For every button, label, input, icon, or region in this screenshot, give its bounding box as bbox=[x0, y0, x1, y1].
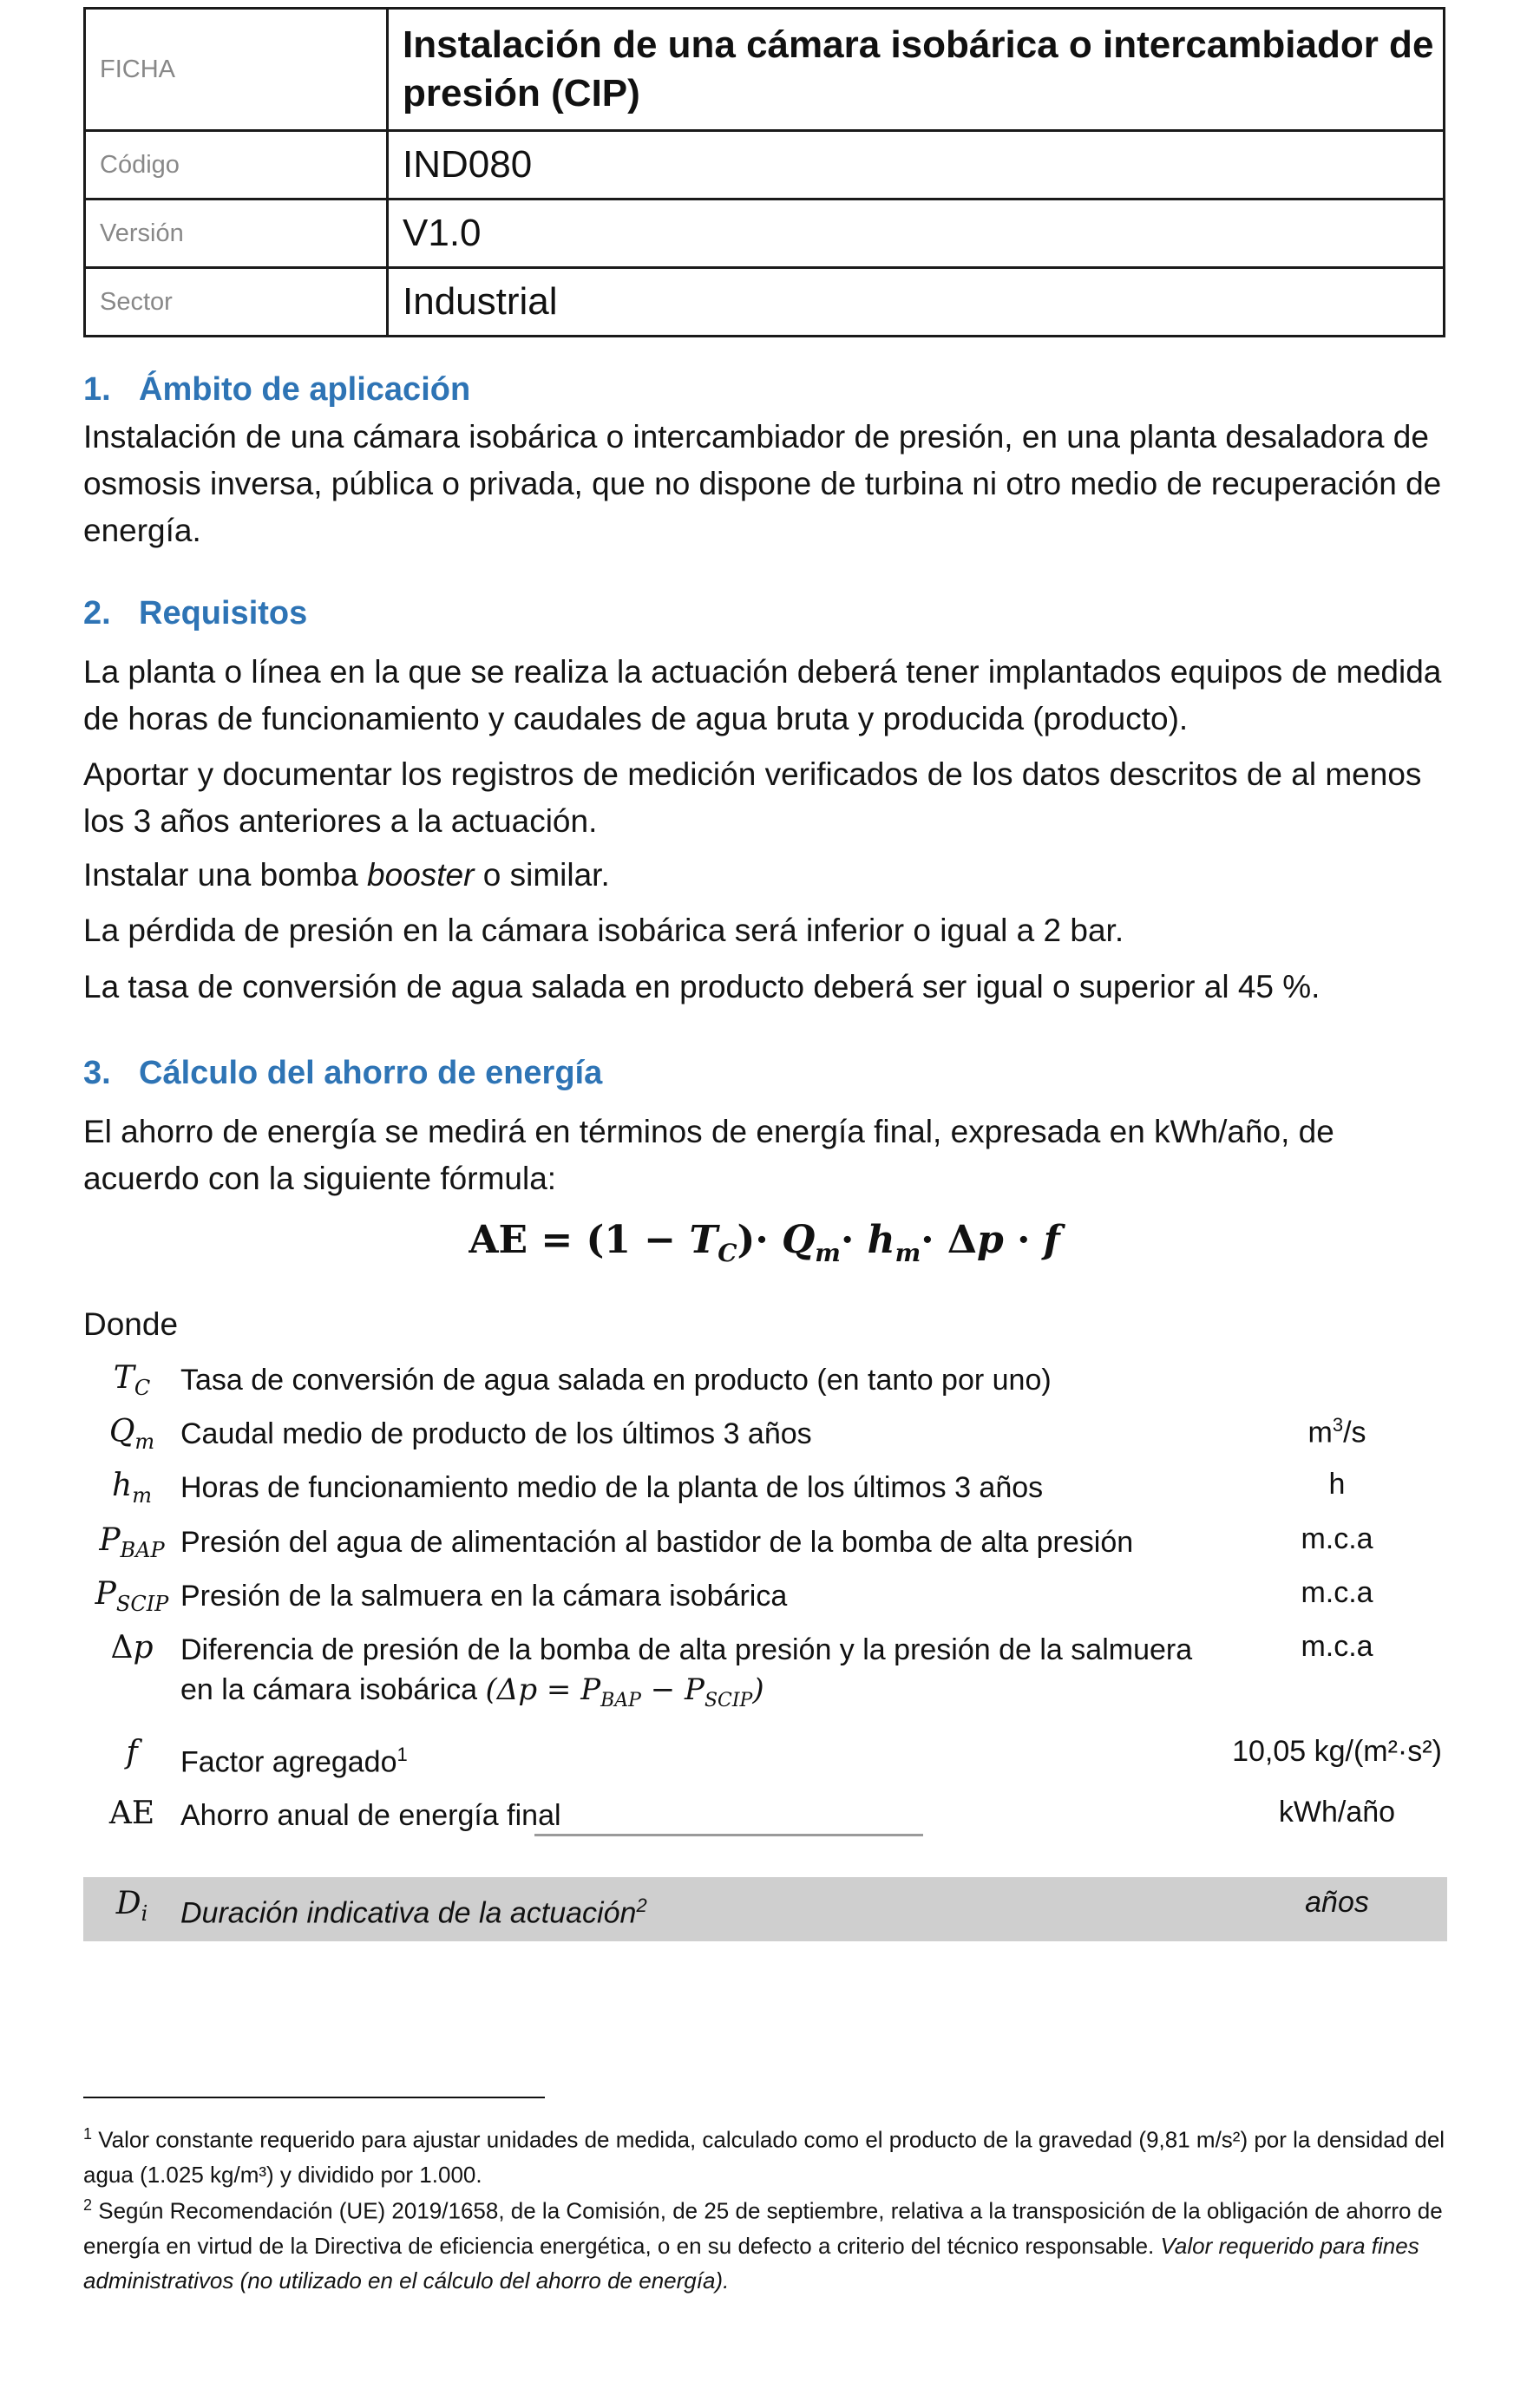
variable-description: Factor agregado$^1$ bbox=[180, 1743, 408, 1779]
variable-unit bbox=[1227, 1353, 1447, 1407]
footnote-1: $^1$ Valor constante requerido para ajustar unidades de medida, calculado como el producto de la gravedad (9,81 m/s²) por la densidad del agua (1.025 kg/m³) y dividido por 1.000. bbox=[83, 2125, 1445, 2188]
section-2-heading bbox=[83, 595, 307, 632]
variable-symbol: $P_{SCIP}$ bbox=[95, 1575, 169, 1616]
variable-description: Presión de la salmuera en la cámara isobárica bbox=[180, 1579, 788, 1613]
requirement-paragraph: Instalar una bomba booster o similar. bbox=[83, 857, 610, 893]
variable-symbol: $D_i$ bbox=[83, 1877, 180, 1941]
donde-label: Donde bbox=[83, 1306, 179, 1342]
variable-unit: años bbox=[1227, 1877, 1447, 1941]
variable-description: Horas de funcionamiento medio de la planta de los últimos 3 años bbox=[180, 1471, 1044, 1505]
ficha-title: Instalación de una cámara isobárica o intercambiador de presión (CIP) bbox=[388, 9, 1445, 131]
section-number: 2. bbox=[83, 595, 111, 631]
variable-row bbox=[83, 1569, 1447, 1623]
variable-description: Diferencia de presión de la bomba de alta presión y la presión de la salmuera en la cámara isobárica $(\Delta p = P_{BAP} - P_{SCIP})$ bbox=[180, 1633, 1193, 1711]
variable-unit: 10,05 kg/(m²·s²) bbox=[1232, 1734, 1442, 1768]
ficha-label: FICHA bbox=[85, 9, 388, 131]
footnote-divider bbox=[83, 2097, 545, 2098]
energy-formula: AE = $(1 - T_C)\cdot Q_m\cdot h_m\cdot \Delta p \cdot f$ bbox=[469, 1218, 1060, 1267]
section-title: Requisitos bbox=[139, 595, 308, 631]
variable-description: Presión del agua de alimentación al bastidor de la bomba de alta presión bbox=[180, 1525, 1134, 1559]
sector-value: Industrial bbox=[388, 268, 1445, 337]
variable-unit: m.c.a bbox=[1301, 1521, 1373, 1555]
table-separator bbox=[534, 1834, 923, 1836]
emphasis: booster bbox=[367, 857, 475, 893]
variable-row bbox=[83, 1623, 1447, 1728]
requirement-paragraph: La pérdida de presión en la cámara isobárica será inferior o igual a 2 bar. bbox=[83, 913, 1124, 948]
section-3-heading bbox=[83, 1055, 602, 1092]
variable-unit: m.c.a bbox=[1301, 1629, 1373, 1663]
requirement-paragraph: La tasa de conversión de agua salada en producto deberá ser igual o superior al 45 %. bbox=[83, 969, 1320, 1004]
codigo-label: Código bbox=[85, 131, 388, 200]
variable-symbol: $Q_m$ bbox=[108, 1414, 155, 1455]
variable-symbol: $T_C$ bbox=[113, 1360, 151, 1401]
variable-symbol: AE bbox=[108, 1796, 155, 1832]
variable-symbol: Δp bbox=[110, 1629, 154, 1665]
variable-symbol: $h_m$ bbox=[112, 1468, 152, 1508]
section-number: 3. bbox=[83, 1055, 111, 1091]
variable-description: Caudal medio de producto de los últimos 3 años bbox=[180, 1417, 812, 1451]
version-label: Versión bbox=[85, 200, 388, 268]
variable-description: Duración indicativa de la actuación$^2$ bbox=[180, 1877, 1227, 1941]
duration-row bbox=[83, 1877, 1447, 1941]
codigo-value: IND080 bbox=[388, 131, 1445, 200]
variable-symbol: $P_{BAP}$ bbox=[99, 1521, 165, 1562]
version-value: V1.0 bbox=[388, 200, 1445, 268]
requirement-paragraph: Aportar y documentar los registros de medición verificados de los datos descritos de al menos los 3 años anteriores a la actuación. bbox=[83, 756, 1422, 839]
section-3-paragraph: El ahorro de energía se medirá en términos de energía final, expresada en kWh/año, de acuerdo con la siguiente fórmula: bbox=[83, 1114, 1334, 1196]
sector-label: Sector bbox=[85, 268, 388, 337]
variable-description: Ahorro anual de energía final bbox=[180, 1799, 561, 1833]
ficha-table bbox=[83, 7, 1445, 337]
footnote-2: $^2$ Según Recomendación (UE) 2019/1658, de la Comisión, de 25 de septiembre, relativa a la transposición de la obligación de ahorro de energía en virtud de la Directiva de eficiencia energética, o en su defecto a criterio del técnico responsable. Valor requerido para fines administrativos (no utilizado en el cálculo del ahorro de energía). bbox=[83, 2196, 1443, 2293]
variable-unit: h bbox=[1328, 1468, 1346, 1502]
variable-row bbox=[83, 1353, 1447, 1407]
section-1-heading bbox=[83, 371, 470, 409]
variable-description: Tasa de conversión de agua salada en producto (en tanto por uno) bbox=[180, 1364, 1052, 1397]
variable-row bbox=[83, 1728, 1447, 1789]
section-1-paragraph: Instalación de una cámara isobárica o intercambiador de presión, en una planta desaladora de osmosis inversa, pública o privada, que no dispone de turbina ni otro medio de recuperación de energía. bbox=[83, 419, 1442, 548]
variable-unit: $m^3/s$ bbox=[1307, 1414, 1366, 1449]
section-title: Ámbito de aplicación bbox=[139, 371, 471, 408]
requirement-paragraph: La planta o línea en la que se realiza la actuación deberá tener implantados equipos de medida de horas de funcionamiento y caudales de agua bruta y producida (producto). bbox=[83, 654, 1442, 736]
section-title: Cálculo del ahorro de energía bbox=[139, 1055, 603, 1091]
section-number: 1. bbox=[83, 371, 111, 408]
variable-row bbox=[83, 1461, 1447, 1515]
delta-p-definition: $(\Delta p = P_{BAP} - P_{SCIP})$ bbox=[485, 1672, 764, 1711]
variable-unit: m.c.a bbox=[1301, 1575, 1373, 1609]
variable-row bbox=[83, 1515, 1447, 1569]
variable-symbol: f bbox=[126, 1734, 138, 1770]
variable-row bbox=[83, 1407, 1447, 1461]
variables-table bbox=[83, 1353, 1447, 1941]
variable-unit: kWh/año bbox=[1278, 1796, 1396, 1829]
